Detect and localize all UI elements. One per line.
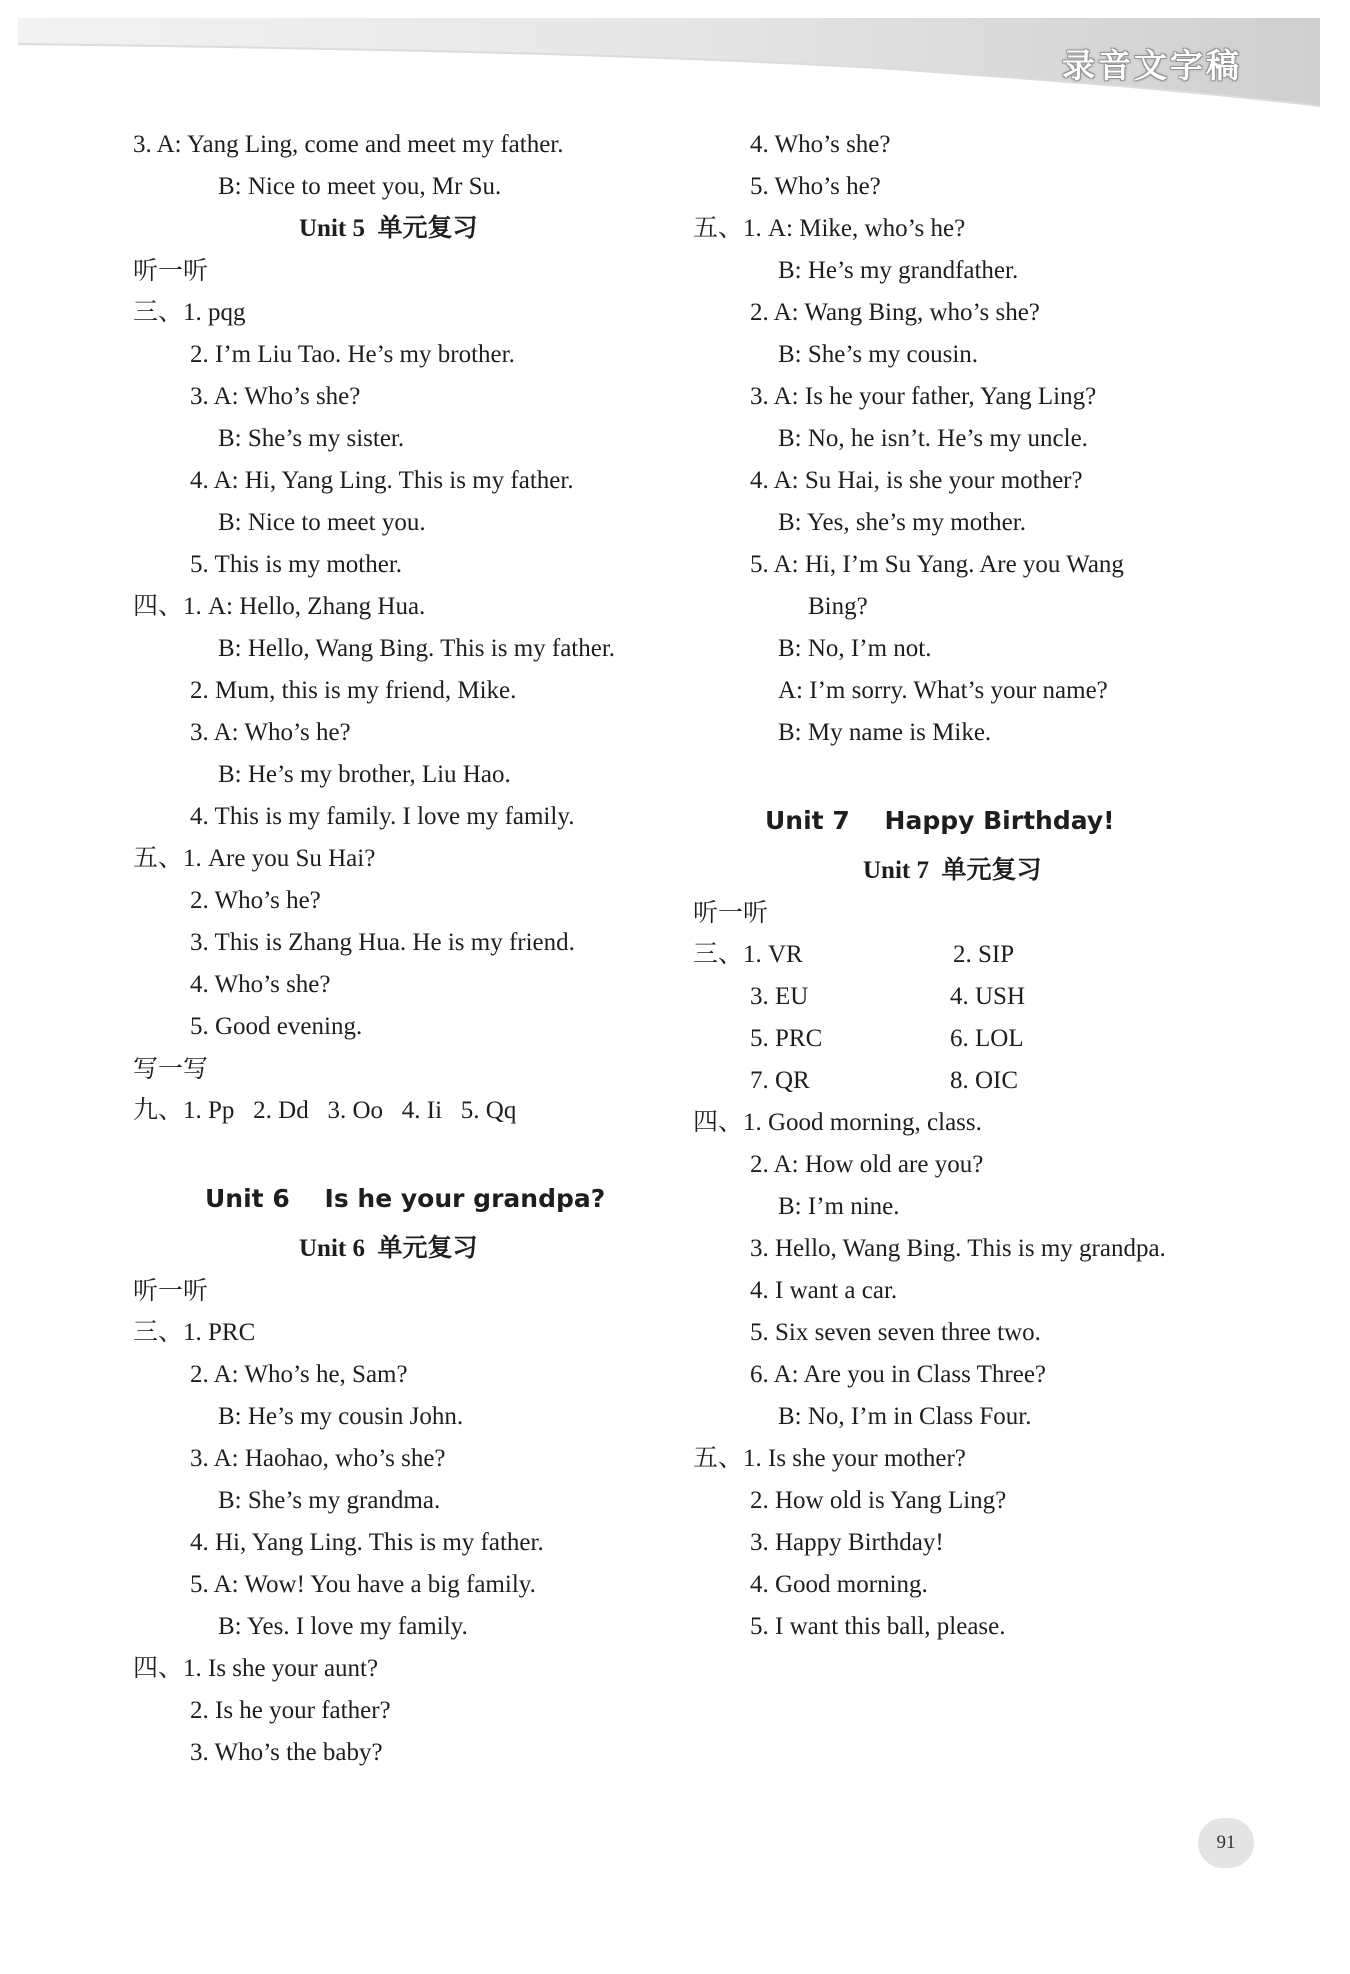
answer-item: 7. QR <box>750 1067 810 1094</box>
transcript-line: B: He’s my brother, Liu Hao. <box>218 761 511 788</box>
transcript-line: 3. Hello, Wang Bing. This is my grandpa. <box>750 1235 1166 1262</box>
unit-heading: Unit 7 Happy Birthday! <box>765 806 1115 835</box>
transcript-line: 4. Who’s she? <box>750 131 891 158</box>
transcript-line: 2. A: How old are you? <box>750 1151 984 1178</box>
transcript-line: 2. Mum, this is my friend, Mike. <box>190 677 517 704</box>
answer-item: 4. USH <box>950 983 1026 1010</box>
transcript-line: 3. A: Is he your father, Yang Ling? <box>750 383 1097 410</box>
transcript-line: 三、1. pqg <box>133 299 246 326</box>
transcript-line: 3. A: Haohao, who’s she? <box>190 1445 446 1472</box>
spacer <box>133 1132 693 1170</box>
transcript-line: 3. This is Zhang Hua. He is my friend. <box>190 929 575 956</box>
transcript-line: B: He’s my grandfather. <box>778 257 1019 284</box>
unit-heading: Unit 6 Is he your grandpa? <box>205 1184 606 1213</box>
answer-pair <box>693 1018 1293 1060</box>
page-number: 91 <box>1198 1818 1254 1868</box>
transcript-line: 2. A: Who’s he, Sam? <box>190 1361 408 1388</box>
answer-pair <box>693 976 1293 1018</box>
answer-pair <box>693 1060 1293 1102</box>
transcript-line: 5. Six seven seven three two. <box>750 1319 1041 1346</box>
banner-title: 录音文字稿 <box>1062 46 1242 85</box>
transcript-line: B: She’s my cousin. <box>778 341 979 368</box>
transcript-line: 5. This is my mother. <box>190 551 403 578</box>
transcript-line: 5. A: Hi, I’m Su Yang. Are you Wang <box>750 551 1124 578</box>
unit-review-title: Unit 7 单元复习 <box>863 857 1042 884</box>
transcript-line: 四、1. Good morning, class. <box>693 1109 982 1136</box>
answer-item: 8. OIC <box>950 1067 1019 1094</box>
transcript-line: 2. I’m Liu Tao. He’s my brother. <box>190 341 515 368</box>
transcript-line: 五、1. A: Mike, who’s he? <box>693 215 966 242</box>
transcript-line: 四、1. Is she your aunt? <box>133 1655 379 1682</box>
transcript-line: 4. Good morning. <box>750 1571 928 1598</box>
right-column <box>693 124 1293 1648</box>
transcript-line: 5. I want this ball, please. <box>750 1613 1006 1640</box>
answer-item: 3. EU <box>750 983 809 1010</box>
transcript-line: B: Nice to meet you. <box>218 509 426 536</box>
section-label: 听一听 <box>693 898 769 927</box>
transcript-line: 2. A: Wang Bing, who’s she? <box>750 299 1040 326</box>
section-label: 听一听 <box>133 1276 209 1305</box>
transcript-line: 3. A: Who’s she? <box>190 383 361 410</box>
transcript-line: 2. Is he your father? <box>190 1697 391 1724</box>
transcript-line: 九、1. Pp 2. Dd 3. Oo 4. Ii 5. Qq <box>133 1097 517 1124</box>
transcript-line: 2. How old is Yang Ling? <box>750 1487 1007 1514</box>
transcript-line: B: She’s my grandma. <box>218 1487 441 1514</box>
unit-review-title: Unit 6 单元复习 <box>299 1235 478 1262</box>
transcript-line: B: My name is Mike. <box>778 719 992 746</box>
transcript-line: B: She’s my sister. <box>218 425 405 452</box>
transcript-line: B: He’s my cousin John. <box>218 1403 464 1430</box>
transcript-line: B: Nice to meet you, Mr Su. <box>218 173 502 200</box>
transcript-line: B: No, I’m in Class Four. <box>778 1403 1032 1430</box>
transcript-line: 五、1. Are you Su Hai? <box>133 845 376 872</box>
transcript-line: 6. A: Are you in Class Three? <box>750 1361 1047 1388</box>
section-label: 写一写 <box>133 1054 209 1083</box>
transcript-line: 5. A: Wow! You have a big family. <box>190 1571 536 1598</box>
transcript-line: A: I’m sorry. What’s your name? <box>778 677 1108 704</box>
transcript-line: 4. I want a car. <box>750 1277 898 1304</box>
transcript-line: B: Yes. I love my family. <box>218 1613 468 1640</box>
transcript-line: B: No, he isn’t. He’s my uncle. <box>778 425 1088 452</box>
transcript-line: 4. Who’s she? <box>190 971 331 998</box>
transcript-line: 2. Who’s he? <box>190 887 321 914</box>
transcript-line: 3. A: Who’s he? <box>190 719 351 746</box>
answer-item: 三、1. VR <box>693 941 803 968</box>
transcript-line: B: Hello, Wang Bing. This is my father. <box>218 635 616 662</box>
transcript-line: B: Yes, she’s my mother. <box>778 509 1026 536</box>
transcript-line: 4. Hi, Yang Ling. This is my father. <box>190 1529 544 1556</box>
answer-item: 5. PRC <box>750 1025 823 1052</box>
transcript-line: 4. A: Su Hai, is she your mother? <box>750 467 1083 494</box>
transcript-line: 4. This is my family. I love my family. <box>190 803 575 830</box>
transcript-line: 5. Who’s he? <box>750 173 881 200</box>
transcript-line: 3. A: Yang Ling, come and meet my father. <box>133 131 564 158</box>
unit-review-title: Unit 5 单元复习 <box>299 215 478 242</box>
answer-item: 2. SIP <box>953 941 1015 968</box>
transcript-line: 3. Who’s the baby? <box>190 1739 383 1766</box>
answer-pair <box>693 934 1293 976</box>
left-column <box>133 124 693 1774</box>
transcript-line: B: I’m nine. <box>778 1193 900 1220</box>
section-label: 听一听 <box>133 256 209 285</box>
transcript-line: 3. Happy Birthday! <box>750 1529 944 1556</box>
transcript-line: 5. Good evening. <box>190 1013 363 1040</box>
transcript-line: 四、1. A: Hello, Zhang Hua. <box>133 593 426 620</box>
spacer <box>693 754 1293 792</box>
answer-item: 6. LOL <box>950 1025 1024 1052</box>
transcript-line: 4. A: Hi, Yang Ling. This is my father. <box>190 467 574 494</box>
transcript-line: B: No, I’m not. <box>778 635 932 662</box>
transcript-line: 三、1. PRC <box>133 1319 256 1346</box>
transcript-line: Bing? <box>808 593 868 620</box>
transcript-line: 五、1. Is she your mother? <box>693 1445 966 1472</box>
